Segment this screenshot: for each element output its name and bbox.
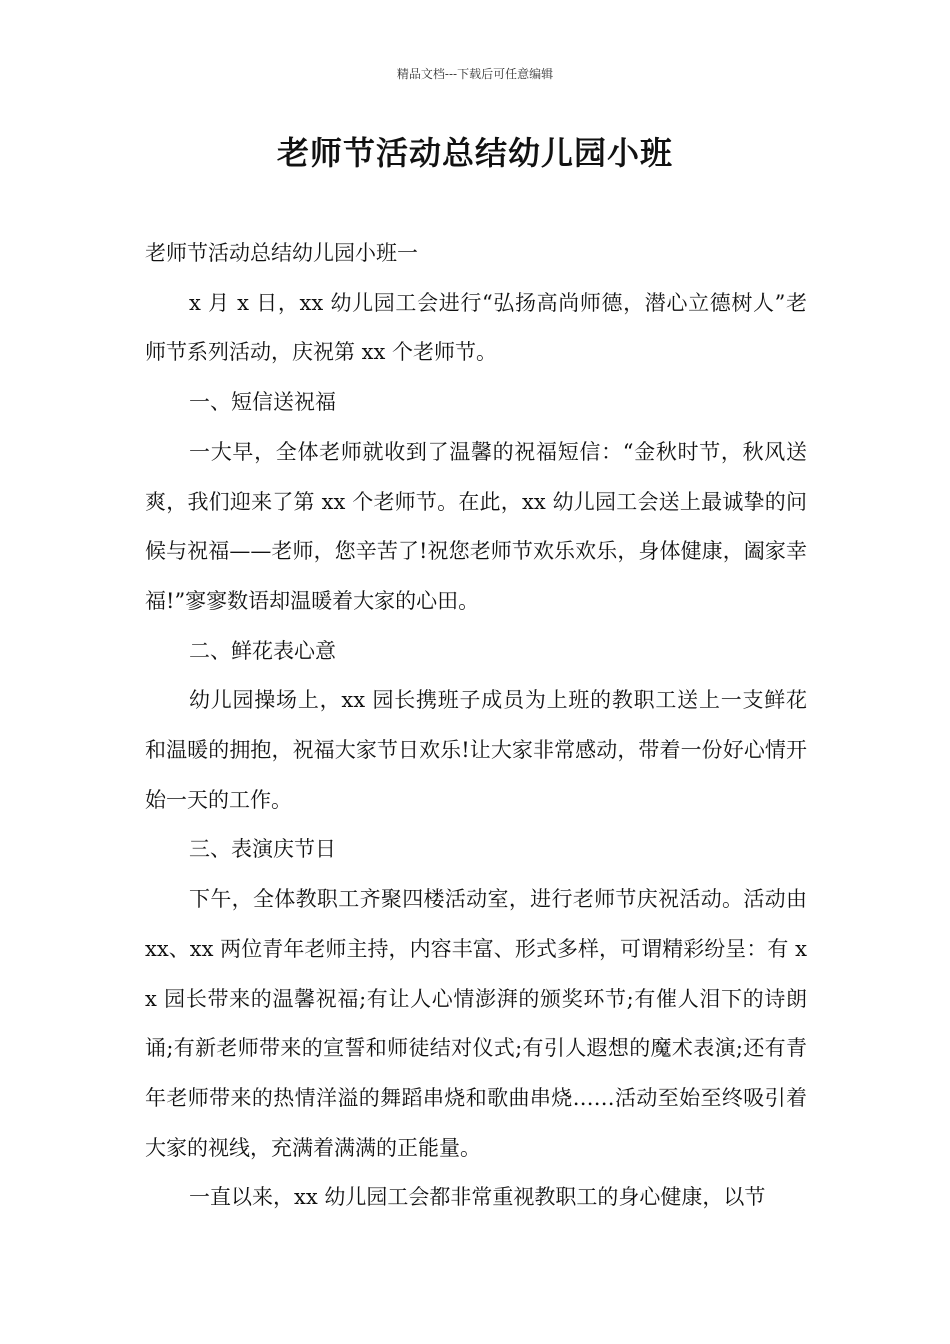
section-heading: 一、短信送祝福: [189, 390, 336, 415]
paragraph: x 月 x 日，xx 幼儿园工会进行“弘扬高尚师德，潜心立德树人”老师节系列活动，庆祝第 xx 个老师节。: [145, 290, 807, 365]
header-note: 精品文档---下载后可任意编辑: [396, 67, 554, 81]
paragraph: 幼儿园操场上，xx 园长携班子成员为上班的教职工送上一支鲜花和温暖的拥抱，祝福大家节日欢乐!让大家非常感动，带着一份好心情开始一天的工作。: [145, 688, 807, 812]
section-heading: 三、表演庆节日: [189, 837, 336, 862]
section-heading: 二、鲜花表心意: [189, 638, 336, 663]
document-body: [145, 229, 807, 1223]
section-subtitle: 老师节活动总结幼儿园小班一: [145, 241, 418, 265]
paragraph: 一直以来，xx 幼儿园工会都非常重视教职工的身心健康，以节: [189, 1185, 766, 1210]
document-title: 老师节活动总结幼儿园小班: [276, 134, 673, 172]
paragraph: 一大早，全体老师就收到了温馨的祝福短信：“金秋时节，秋风送爽，我们迎来了第 xx 个老师节。在此，xx 幼儿园工会送上最诚挚的问候与祝福——老师，您辛苦了!祝您老师节欢乐欢乐，身体健康，阖家幸福!”寥寥数语却温暖着大家的心田。: [145, 439, 807, 613]
paragraph: 下午，全体教职工齐聚四楼活动室，进行老师节庆祝活动。活动由 xx、xx 两位青年老师主持，内容丰富、形式多样，可谓精彩纷呈：有 xx 园长带来的温馨祝福;有让人心情澎湃的颁奖环节;有催人泪下的诗朗诵;有新老师带来的宣誓和师徒结对仪式;有引人遐想的魔术表演;还有青年老师带来的热情洋溢的舞蹈串烧和歌曲串烧……活动至始至终吸引着大家的视线，充满着满满的正能量。: [145, 887, 807, 1160]
